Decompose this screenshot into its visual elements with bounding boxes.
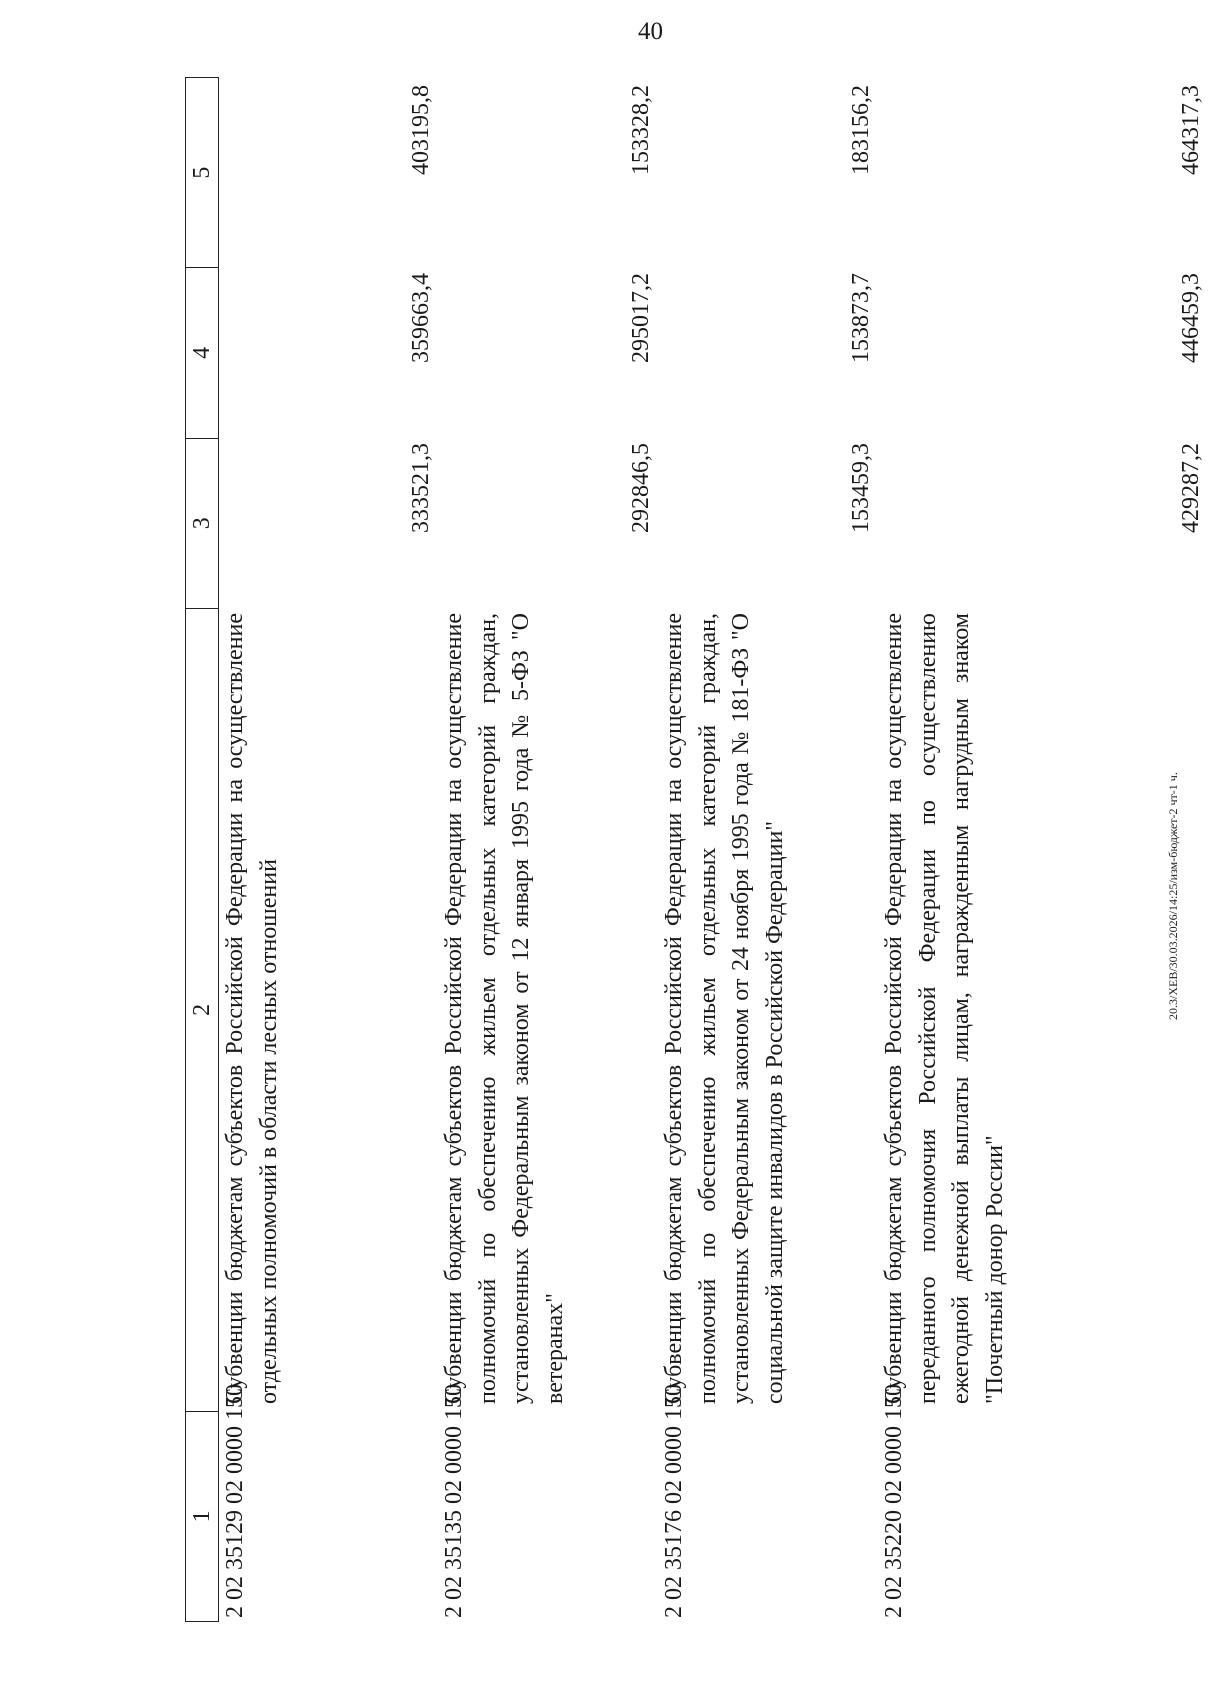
row-description: Субвенции бюджетам субъектов Российской Федерации на осуществление отдельных полномочий в области лесных отношений [222, 613, 282, 1404]
row-description: Субвенции бюджетам субъектов Российской Федерации на осуществление полномочий по обеспечению жильем отдельных категорий граждан, установленных Федеральным законом от 12 января 1995 года № 5-ФЗ "О ветеранах" [441, 613, 568, 1404]
budget-code: 2 02 35135 02 0000 150 [441, 1384, 467, 1618]
amount-col3: 153459,3 [847, 443, 874, 533]
budget-code: 2 02 35176 02 0000 150 [661, 1384, 687, 1618]
column-header-1: 1 [186, 1411, 218, 1621]
table-row [219, 77, 438, 1622]
amount-col5: 464317,3 [1177, 85, 1204, 175]
row-description: Субвенции бюджетам субъектов Российской Федерации на осуществление переданного полномочия Российской Федерации по осуществлению ежегодной денежной выплаты лицам, награжденным нагрудным знаком "Почетный донор России" [881, 613, 1008, 1404]
table-header-row [185, 77, 219, 1622]
table-row [878, 77, 1208, 1622]
amount-col4: 295017,2 [627, 273, 654, 363]
budget-code: 2 02 35129 02 0000 150 [222, 1384, 248, 1618]
row-description: Субвенции бюджетам субъектов Российской Федерации на осуществление полномочий по обеспечению жильем отдельных категорий граждан, установленных Федеральным законом от 24 ноября 1995 года № 181-ФЗ "О социальной защите инвалидов в Российской Федерации" [661, 613, 788, 1404]
amount-col3: 429287,2 [1177, 443, 1204, 533]
budget-table [185, 77, 1204, 1622]
amount-col3: 292846,5 [627, 443, 654, 533]
table-row [658, 77, 878, 1622]
document-footer-code: 20.3/ХЕВ/30.03.2026/14:25/изм-бюджет-2 чт-1 ч. [1166, 772, 1180, 1020]
amount-col4: 359663,4 [407, 273, 434, 363]
amount-col5: 403195,8 [407, 85, 434, 175]
amount-col5: 183156,2 [847, 85, 874, 175]
table-row [438, 77, 658, 1622]
page-number: 40 [638, 18, 663, 45]
column-header-2: 2 [186, 608, 218, 1411]
column-header-3: 3 [186, 438, 218, 608]
amount-col4: 446459,3 [1177, 273, 1204, 363]
amount-col5: 153328,2 [627, 85, 654, 175]
column-header-5: 5 [189, 166, 215, 179]
column-header-4: 4 [186, 267, 218, 437]
amount-col4: 153873,7 [847, 273, 874, 363]
amount-col3: 333521,3 [407, 443, 434, 533]
budget-code: 2 02 35220 02 0000 150 [881, 1384, 907, 1618]
